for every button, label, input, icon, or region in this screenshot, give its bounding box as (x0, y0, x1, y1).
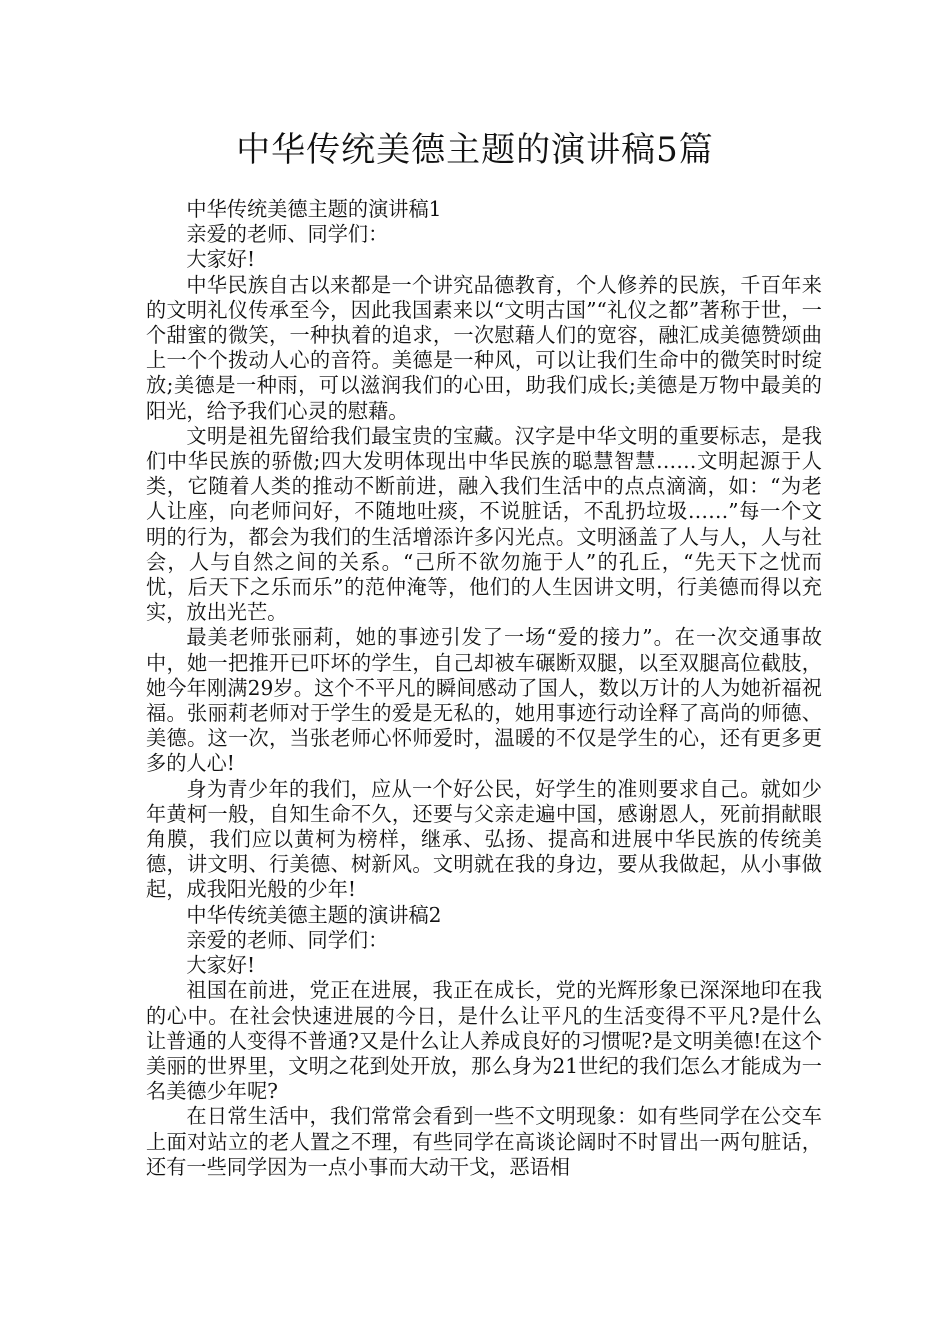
body-paragraph: 身为青少年的我们，应从一个好公民，好学生的准则要求自己。就如少年黄柯一般，自知生命不久，还要与父亲走遍中国，感谢恩人，死前捐献眼角膜，我们应以黄柯为榜样，继承、弘扬、提高和进展中华民族的传统美德，讲文明、行美德、树新风。文明就在我的身边，要从我做起，从小事做起，成我阳光般的少年! (146, 776, 822, 902)
body-paragraph: 文明是祖先留给我们最宝贵的宝藏。汉字是中华文明的重要标志，是我们中华民族的骄傲;四大发明体现出中华民族的聪慧智慧……文明起源于人类，它随着人类的推动不断前进，融入我们生活中的点点滴滴，如：“为老人让座，向老师问好，不随地吐痰，不说脏话，不乱扔垃圾……”每一个文明的行为，都会为我们的生活增添许多闪光点。文明涵盖了人与人，人与社会，人与自然之间的关系。“己所不欲勿施于人”的孔丘，“先天下之忧而忧，后天下之乐而乐”的范仲淹等，他们的人生因讲文明，行美德而得以充实，放出光芒。 (146, 423, 822, 625)
document-body (146, 197, 822, 1180)
body-paragraph: 在日常生活中，我们常常会看到一些不文明现象：如有些同学在公交车上面对站立的老人置之不理，有些同学在高谈论阔时不时冒出一两句脏话，还有一些同学因为一点小事而大动干戈，恶语相 (146, 1104, 822, 1179)
section-heading-2: 中华传统美德主题的演讲稿2 (186, 902, 442, 927)
salutation: 亲爱的老师、同学们： (186, 222, 389, 247)
greeting: 大家好! (186, 953, 256, 978)
body-paragraph: 最美老师张丽莉，她的事迹引发了一场“爱的接力”。在一次交通事故中，她一把推开已吓坏的学生，自己却被车碾断双腿，以至双腿高位截肢，她今年刚满29岁。这个不平凡的瞬间感动了国人，数以万计的人为她祈福祝福。张丽莉老师对于学生的爱是无私的，她用事迹行动诠释了高尚的师德、美德。这一次，当张老师心怀师爱时，温暖的不仅是学生的心，还有更多更多的人心! (146, 625, 822, 776)
body-paragraph: 中华民族自古以来都是一个讲究品德教育，个人修养的民族，千百年来的文明礼仪传承至今，因此我国素来以“文明古国”“礼仪之都”著称于世，一个甜蜜的微笑，一种执着的追求，一次慰藉人们的宽容，融汇成美德赞颂曲上一个个拨动人心的音符。美德是一种风，可以让我们生命中的微笑时时绽放;美德是一种雨，可以滋润我们的心田，助我们成长;美德是万物中最美的阳光，给予我们心灵的慰藉。 (146, 272, 822, 423)
body-paragraph: 祖国在前进，党正在进展，我正在成长，党的光辉形象已深深地印在我的心中。在社会快速进展的今日，是什么让平凡的生活变得不平凡?是什么让普通的人变得不普通?又是什么让人养成良好的习惯呢?是文明美德!在这个美丽的世界里，文明之花到处开放，那么身为21世纪的我们怎么才能成为一名美德少年呢? (146, 978, 822, 1104)
section-heading-1: 中华传统美德主题的演讲稿1 (186, 197, 442, 221)
salutation: 亲爱的老师、同学们： (186, 927, 389, 952)
document-title: 中华传统美德主题的演讲稿5篇 (236, 130, 714, 170)
greeting: 大家好! (186, 247, 256, 272)
